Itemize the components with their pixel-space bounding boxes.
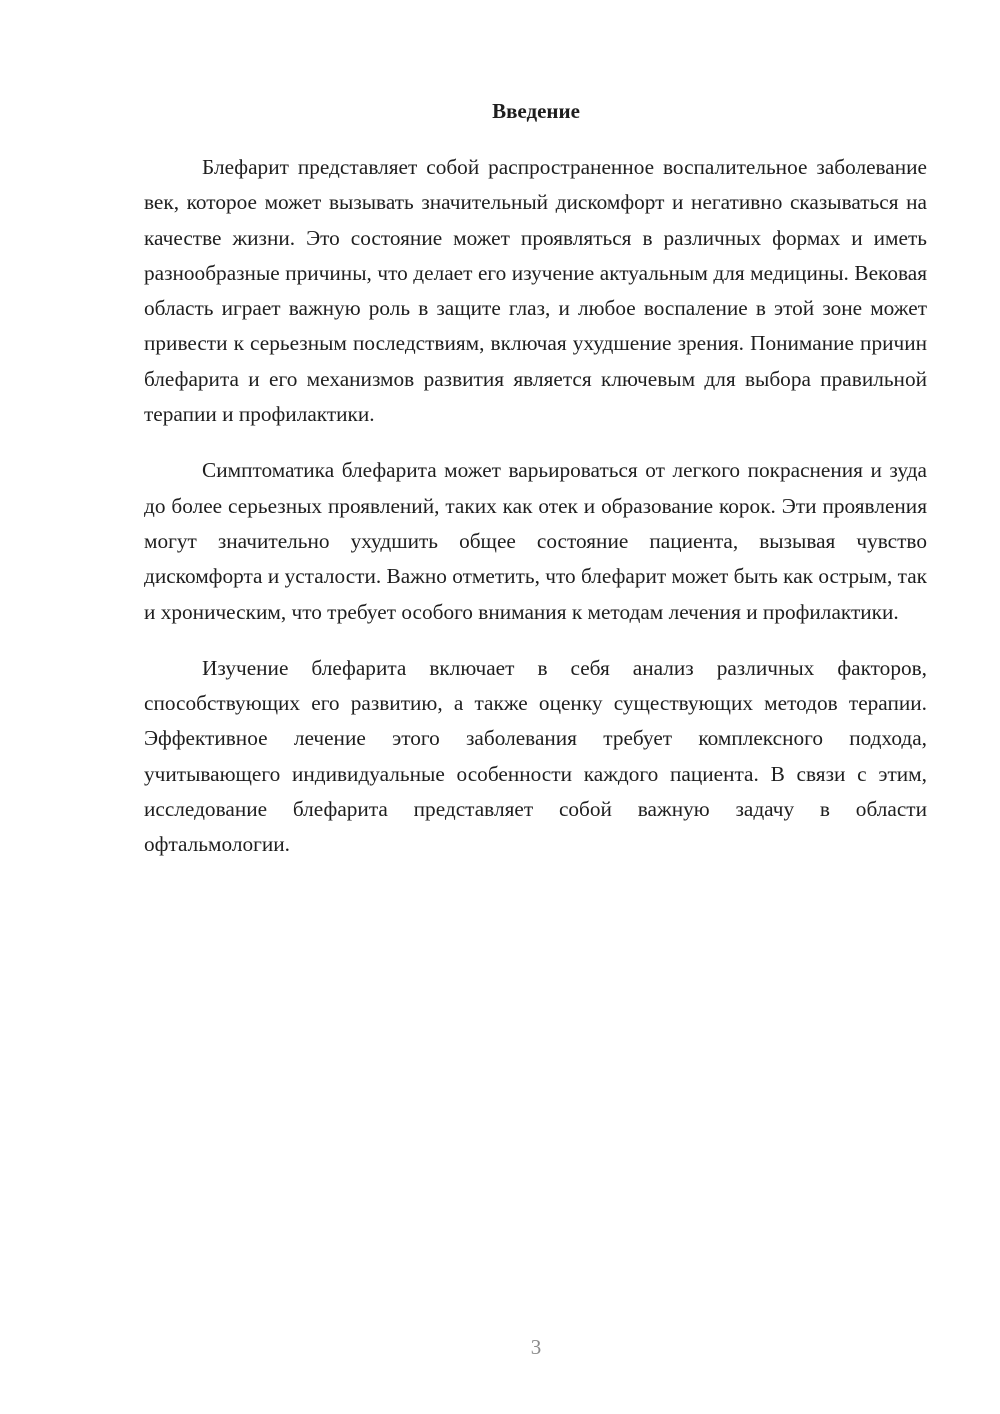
- page-content: [144, 96, 927, 884]
- section-title: Введение: [492, 99, 580, 123]
- paragraph-3: Изучение блефарита включает в себя анализ различных факторов, способствующих его развитию, а также оценку существующих методов терапии. Эффективное лечение этого заболевания требует комплексного подхода, учитывающего индивидуальные особенности каждого пациента. В связи с этим, исследование блефарита представляет собой важную задачу в области офтальмологии.: [144, 655, 927, 857]
- paragraph-1: Блефарит представляет собой распространенное воспалительное заболевание век, которое может вызывать значительный дискомфорт и негативно сказываться на качестве жизни. Это состояние может проявляться в различных формах и иметь разнообразные причины, что делает его изучение актуальным для медицины. Вековая область играет важную роль в защите глаз, и любое воспаление в этой зоне может привести к серьезным последствиям, включая ухудшение зрения. Понимание причин блефарита и его механизмов развития является ключевым для выбора правильной терапии и профилактики.: [144, 155, 927, 427]
- paragraph-2: Симптоматика блефарита может варьироваться от легкого покраснения и зуда до более серьезных проявлений, таких как отек и образование корок. Эти проявления могут значительно ухудшить общее состояние пациента, вызывая чувство дискомфорта и усталости. Важно отметить, что блефарит может быть как острым, так и хроническим, что требует особого внимания к методам лечения и профилактики.: [144, 458, 927, 624]
- page-number: 3: [530, 1335, 542, 1359]
